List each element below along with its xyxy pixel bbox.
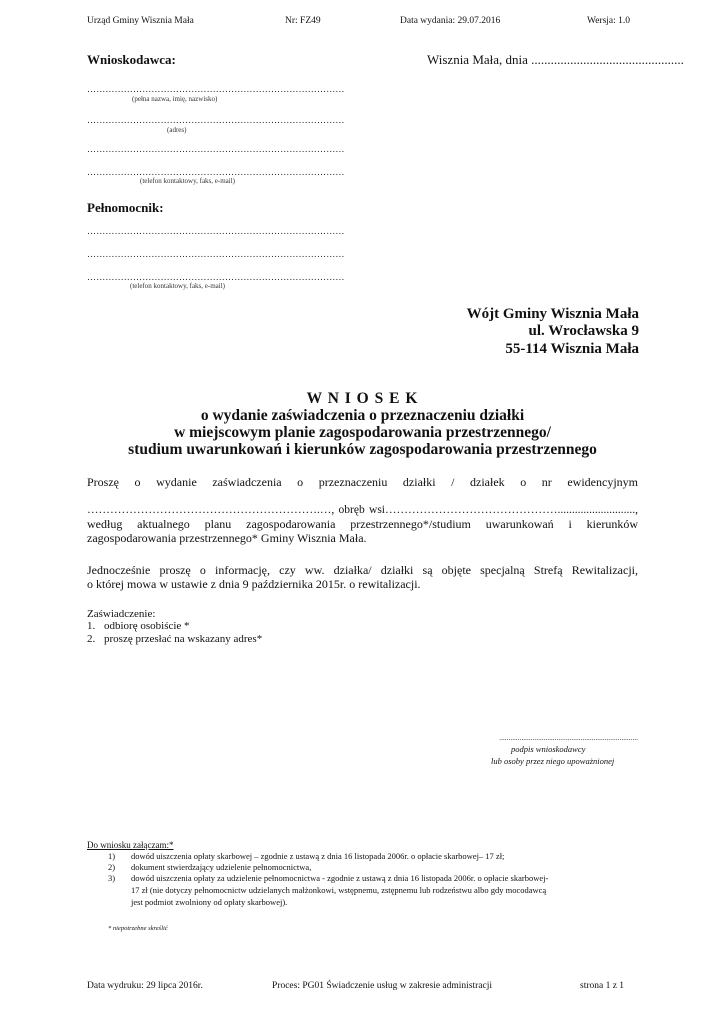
attachment-text: dowód uiszczenia opłaty skarbowej – zgodnie z ustawą z dnia 16 listopada 2006r. o opłacie skarbowej– 17 zł; <box>131 851 505 861</box>
place-date-field[interactable]: Wisznia Mała, dnia ............................................... <box>427 52 684 67</box>
option-number: 1. <box>87 620 96 632</box>
request-line-1: Proszę o wydanie zaświadczenia o przeznaczeniu działki / działek o nr ewidencyjnym <box>87 475 638 489</box>
applicant-name-field[interactable]: ………………………………………………………………………… <box>87 84 345 94</box>
attachment-item-3 <box>108 873 549 883</box>
footer-print-date: Data wydruku: 29 lipca 2016r. <box>87 981 203 991</box>
attachment-text: dokument stwierdzający udzielenie pełnomocnictwa, <box>131 862 312 872</box>
title-line-1: o wydanie zaświadczenia o przeznaczeniu działki <box>200 407 525 424</box>
header-number: Nr: FZ49 <box>285 16 321 26</box>
attachment-number: 3) <box>108 873 116 883</box>
applicant-label: Wnioskodawca: <box>87 52 176 67</box>
recipient-line-3: 55-114 Wisznia Mała <box>505 341 639 357</box>
request-line-4: zagospodarowania przestrzennego* Gminy Wisznia Mała. <box>87 531 367 545</box>
footer-page: strona 1 z 1 <box>580 981 625 991</box>
applicant-address-field[interactable]: ………………………………………………………………………… <box>87 115 345 125</box>
attachment-item-2 <box>108 862 312 872</box>
certificate-option-2[interactable] <box>87 633 263 645</box>
attachment-item-3-cont-1: 17 zł (nie dotyczy pełnomocnictw udzielanych małżonkowi, wstępnemu, zstępnemu lub rodzeństwu albo gdy mocodawcą <box>131 885 547 895</box>
title-line-2: w miejscowym planie zagospodarowania przestrzennego/ <box>174 424 551 441</box>
recipient-line-1: Wójt Gminy Wisznia Mała <box>466 306 639 322</box>
title-line-3: studium uwarunkowań i kierunków zagospodarowania przestrzennego <box>128 441 597 458</box>
request-p2-line-2: o której mowa w ustawie z dnia 9 października 2015r. o rewitalizacji. <box>87 577 421 591</box>
applicant-address-field-2[interactable]: ………………………………………………………………………… <box>87 144 345 154</box>
caption-contact: (telefon kontaktowy, faks, e-mail) <box>140 177 235 185</box>
signature-caption-1: podpis wnioskodawcy <box>511 744 586 754</box>
attachment-item-3-cont-2: jest podmiot zwolniony od opłaty skarbowej). <box>131 897 288 907</box>
certificate-option-1[interactable] <box>87 620 190 632</box>
caption-address: (adres) <box>167 126 187 134</box>
attachment-text: dowód uiszczenia opłaty za udzielenie pełnomocnictwa - zgodnie z ustawą z dnia 16 listopada 2006r. o opłacie skarbowej- <box>131 873 549 883</box>
proxy-label: Pełnomocnik: <box>87 200 164 215</box>
caption-name: (pełna nazwa, imię, nazwisko) <box>132 95 218 103</box>
attachment-number: 1) <box>108 851 116 861</box>
certificate-label: Zaświadczenie: <box>87 608 156 620</box>
footer-process: Proces: PG01 Świadczenie usług w zakresie administracji <box>272 981 493 991</box>
proxy-caption-contact: (telefon kontaktowy, faks, e-mail) <box>130 282 225 290</box>
recipient-line-2: ul. Wrocławska 9 <box>528 323 639 339</box>
header-office: Urząd Gminy Wisznia Mała <box>87 16 194 26</box>
attachment-item-1 <box>108 851 505 861</box>
request-line-3: według aktualnego planu zagospodarowania przestrzennego*/studium uwarunkowań i kierunków <box>87 517 638 531</box>
proxy-contact-field[interactable]: ………………………………………………………………………… <box>87 272 345 282</box>
applicant-contact-field[interactable]: ………………………………………………………………………… <box>87 167 345 177</box>
attachment-number: 2) <box>108 862 116 872</box>
request-parcel-field[interactable]: …………………………………………………….…, obręb wsi………………………………………..........................., <box>87 504 638 516</box>
header-version: Wersja: 1.0 <box>587 16 631 26</box>
attachments-label: Do wniosku załączam:* <box>87 840 174 850</box>
signature-field[interactable]: ........................................................................... <box>499 734 638 742</box>
option-text: proszę przesłać na wskazany adres* <box>104 633 263 645</box>
option-text: odbiorę osobiście * <box>104 620 190 632</box>
header-issue-date: Data wydania: 29.07.2016 <box>400 16 501 26</box>
footnote: * niepotrzebne skreślić <box>108 925 168 932</box>
signature-caption-2: lub osoby przez niego upoważnionej <box>491 756 615 766</box>
request-p2-line-1: Jednocześnie proszę o informację, czy ww. działka/ działki są objęte specjalną Strefą Rewitalizacji, <box>87 563 638 577</box>
option-number: 2. <box>87 633 96 645</box>
proxy-name-field[interactable]: ………………………………………………………………………… <box>87 226 345 236</box>
document-title: W N I O S E K <box>306 390 419 407</box>
proxy-address-field[interactable]: ………………………………………………………………………… <box>87 249 345 259</box>
